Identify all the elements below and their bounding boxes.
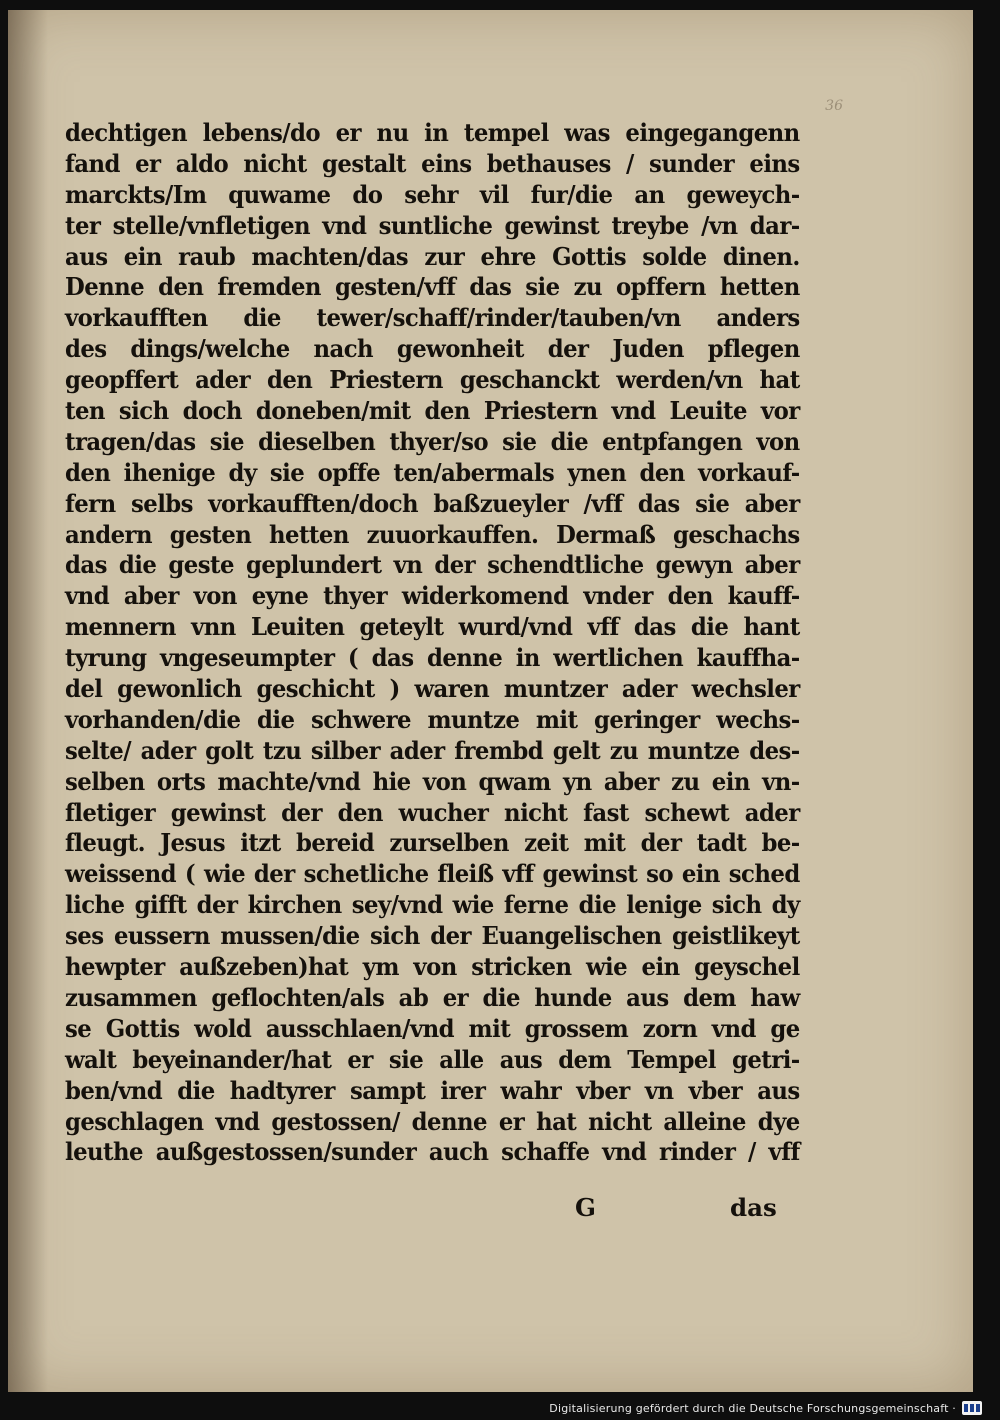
text-line: weissend ( wie der schetliche fleiß vff gewinst so ein sched xyxy=(65,859,800,889)
text-line: dechtigen lebens/do er nu in tempel was eingegangenn xyxy=(65,118,800,147)
text-line: fand er aldo nicht gestalt eins bethauses / sunder eins xyxy=(65,148,800,178)
text-line: geopffert ader den Priestern geschanckt werden/vn hat xyxy=(65,365,800,395)
text-line: andern gesten hetten zuuorkauffen. Dermaß geschachs xyxy=(65,519,800,549)
text-line: ses eussern mussen/die sich der Euangelischen geistlikeyt xyxy=(65,921,800,951)
folio-number: 36 xyxy=(825,98,843,114)
text-line: des dings/welche nach gewonheit der Juden pflegen xyxy=(65,334,800,364)
text-line: vnd aber von eyne thyer widerkomend vnder den kauff- xyxy=(65,581,800,611)
text-line: mennern vnn Leuiten geteylt wurd/vnd vff das die hant xyxy=(65,612,800,642)
text-line: del gewonlich geschicht ) waren muntzer ader wechsler xyxy=(65,674,800,704)
catchword: das xyxy=(730,1193,777,1222)
text-line: zusammen geflochten/als ab er die hunde aus dem haw xyxy=(65,982,800,1012)
text-line: hewpter außzeben)hat ym von stricken wie ein geyschel xyxy=(65,952,800,982)
text-line: vorhanden/die die schwere muntze mit geringer wechs- xyxy=(65,704,800,734)
text-line: walt beyeinander/hat er sie alle aus dem Tempel getri- xyxy=(65,1044,800,1074)
credit-text: Digitalisierung gefördert durch die Deutsche Forschungsgemeinschaft · xyxy=(549,1401,956,1415)
digitization-credit-bar xyxy=(549,1398,982,1418)
text-line: tyrung vngeseumpter ( das denne in wertlichen kauffha- xyxy=(65,643,800,673)
text-line: selben orts machte/vnd hie von qwam yn aber zu ein vn- xyxy=(65,766,800,796)
signature-mark: G xyxy=(575,1193,596,1222)
page-footer-line xyxy=(65,1193,800,1225)
text-line: ter stelle/vnfletigen vnd suntliche gewinst treybe /vn dar- xyxy=(65,210,800,240)
text-line: vorkaufften die tewer/schaff/rinder/tauben/vn anders xyxy=(65,303,800,333)
text-line: ten sich doch doneben/mit den Priestern vnd Leuite vor xyxy=(65,396,800,426)
text-line: geschlagen vnd gestossen/ denne er hat nicht alleine dye xyxy=(65,1106,800,1136)
text-line: aus ein raub machten/das zur ehre Gottis solde dinen. xyxy=(65,241,800,271)
text-line: fern selbs vorkaufften/doch baßzueyler /vff das sie aber xyxy=(65,488,800,518)
text-line: fleugt. Jesus itzt bereid zurselben zeit mit der tadt be- xyxy=(65,828,800,858)
text-line: leuthe außgestossen/sunder auch schaffe vnd rinder / vff xyxy=(65,1137,800,1167)
text-line: selte/ ader golt tzu silber ader frembd gelt zu muntze des- xyxy=(65,735,800,765)
text-line: se Gottis wold ausschlaen/vnd mit grossem zorn vnd ge xyxy=(65,1013,800,1043)
text-block xyxy=(65,118,800,1168)
dfg-logo-icon xyxy=(962,1401,982,1415)
text-line: fletiger gewinst der den wucher nicht fast schewt ader xyxy=(65,797,800,827)
text-line: das die geste geplundert vn der schendtliche gewyn aber xyxy=(65,550,800,580)
text-line: Denne den fremden gesten/vff das sie zu opffern hetten xyxy=(65,272,800,302)
text-line: ben/vnd die hadtyrer sampt irer wahr vber vn vber aus xyxy=(65,1075,800,1105)
text-line: marckts/Im quwame do sehr vil fur/die an geweych- xyxy=(65,179,800,209)
text-line: tragen/das sie dieselben thyer/so sie die entpfangen von xyxy=(65,426,800,456)
text-line: den ihenige dy sie opffe ten/abermals ynen den vorkauf- xyxy=(65,457,800,487)
book-page xyxy=(8,10,973,1392)
text-line: liche gifft der kirchen sey/vnd wie ferne die lenige sich dy xyxy=(65,890,800,920)
